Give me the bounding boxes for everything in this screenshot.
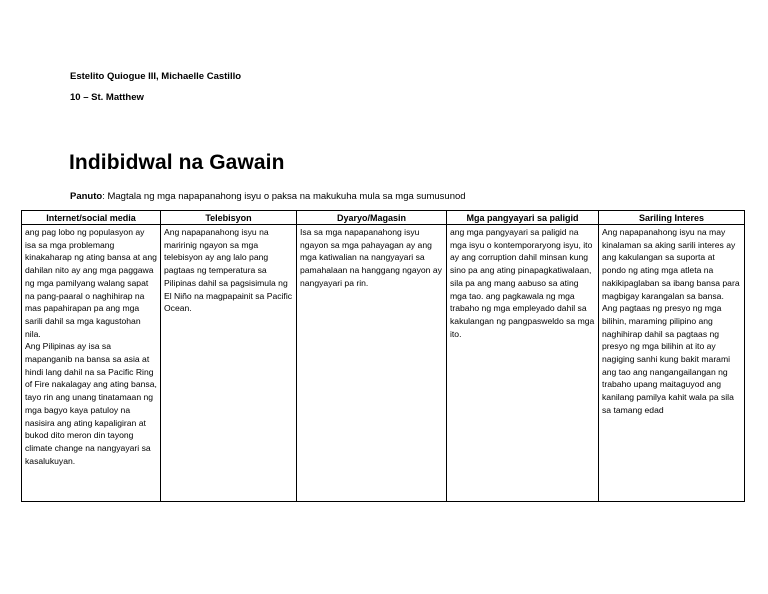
instruction-label: Panuto	[70, 191, 103, 202]
cell-paligid: ang mga pangyayari sa paligid na mga isyu o kontemporaryong isyu, ito ay ang corruption dahil minsan kung sino pa ang ating pinapagkatiwalaan, sila pa ang mang aabuso sa ating mga tao. ang pagkawala ng mga trabaho ng mga empleyado dahil sa kakulangan ng pangpasweldo sa mga ito.	[447, 225, 599, 502]
header-dyaryo: Dyaryo/Magasin	[297, 211, 447, 225]
cell-dyaryo: Isa sa mga napapanahong isyu ngayon sa mga pahayagan ay ang mga katiwalian na nangyayari sa pamahalaan na hanggang ngayon ay nangyayari pa rin.	[297, 225, 447, 502]
class-section: 10 – St. Matthew	[70, 92, 144, 103]
table-header-row	[22, 211, 745, 225]
author-names: Estelito Quiogue III, Michaelle Castillo	[70, 71, 242, 82]
cell-internet	[22, 225, 161, 502]
issues-table	[21, 210, 745, 502]
header-paligid: Mga pangyayari sa paligid	[447, 211, 599, 225]
page-title: Indibidwal na Gawain	[69, 151, 285, 174]
cell-interes: Ang napapanahong isyu na may kinalaman sa aking sarili interes ay ang kakulangan sa suporta at pondo ng ating mga atleta na nakikipaglaban sa ibang bansa para magbigay karangalan sa bansa. Ang pagtaas ng presyo ng mga bilihin, maraming pilipino ang naghihirap dahil sa pagtaas ng presyo ng mga bilihin at ito ay nagiging sanhi kung bakit marami ang tao ang nangangailangan ng trabaho upang maitaguyod ang kanilang pamilya kahit wala pa sila sa tamang edad	[599, 225, 745, 502]
cell-internet-paragraph-1: ang pag lobo ng populasyon ay isa sa mga problemang kinakaharap ng ating bansa at ang dahilan nito ay ang mga paggawa ng mga pamilyang walang sapat na pang-paaral o naghihirap na mas papahirapan pa ang mga sarili dahil sa mga kagustohan nila.	[25, 227, 157, 339]
table-row	[22, 225, 745, 502]
cell-telebisyon: Ang napapanahong isyu na maririnig ngayon sa mga telebisyon ay ang lalo pang pagtaas ng temperatura sa Pilipinas dahil sa pagsisimula ng El Niño na magpapainit sa Pacific Ocean.	[161, 225, 297, 502]
cell-internet-paragraph-2: Ang Pilipinas ay isa sa mapanganib na bansa sa asia at hindi lang dahil na sa Pacific Ring of Fire nakalagay ang ating bansa, tayo rin ang unang tinatamaan ng mga bagyo kaya patuloy na nasisira ang ating kapaligiran at bukod dito meron din tayong climate change na nangyayari sa kasalukuyan.	[25, 341, 157, 466]
instruction-text: : Magtala ng mga napapanahong isyu o paksa na makukuha mula sa mga sumusunod	[102, 191, 466, 202]
header-telebisyon: Telebisyon	[161, 211, 297, 225]
header-interes: Sariling Interes	[599, 211, 745, 225]
instruction	[70, 191, 466, 202]
header-internet: Internet/social media	[22, 211, 161, 225]
